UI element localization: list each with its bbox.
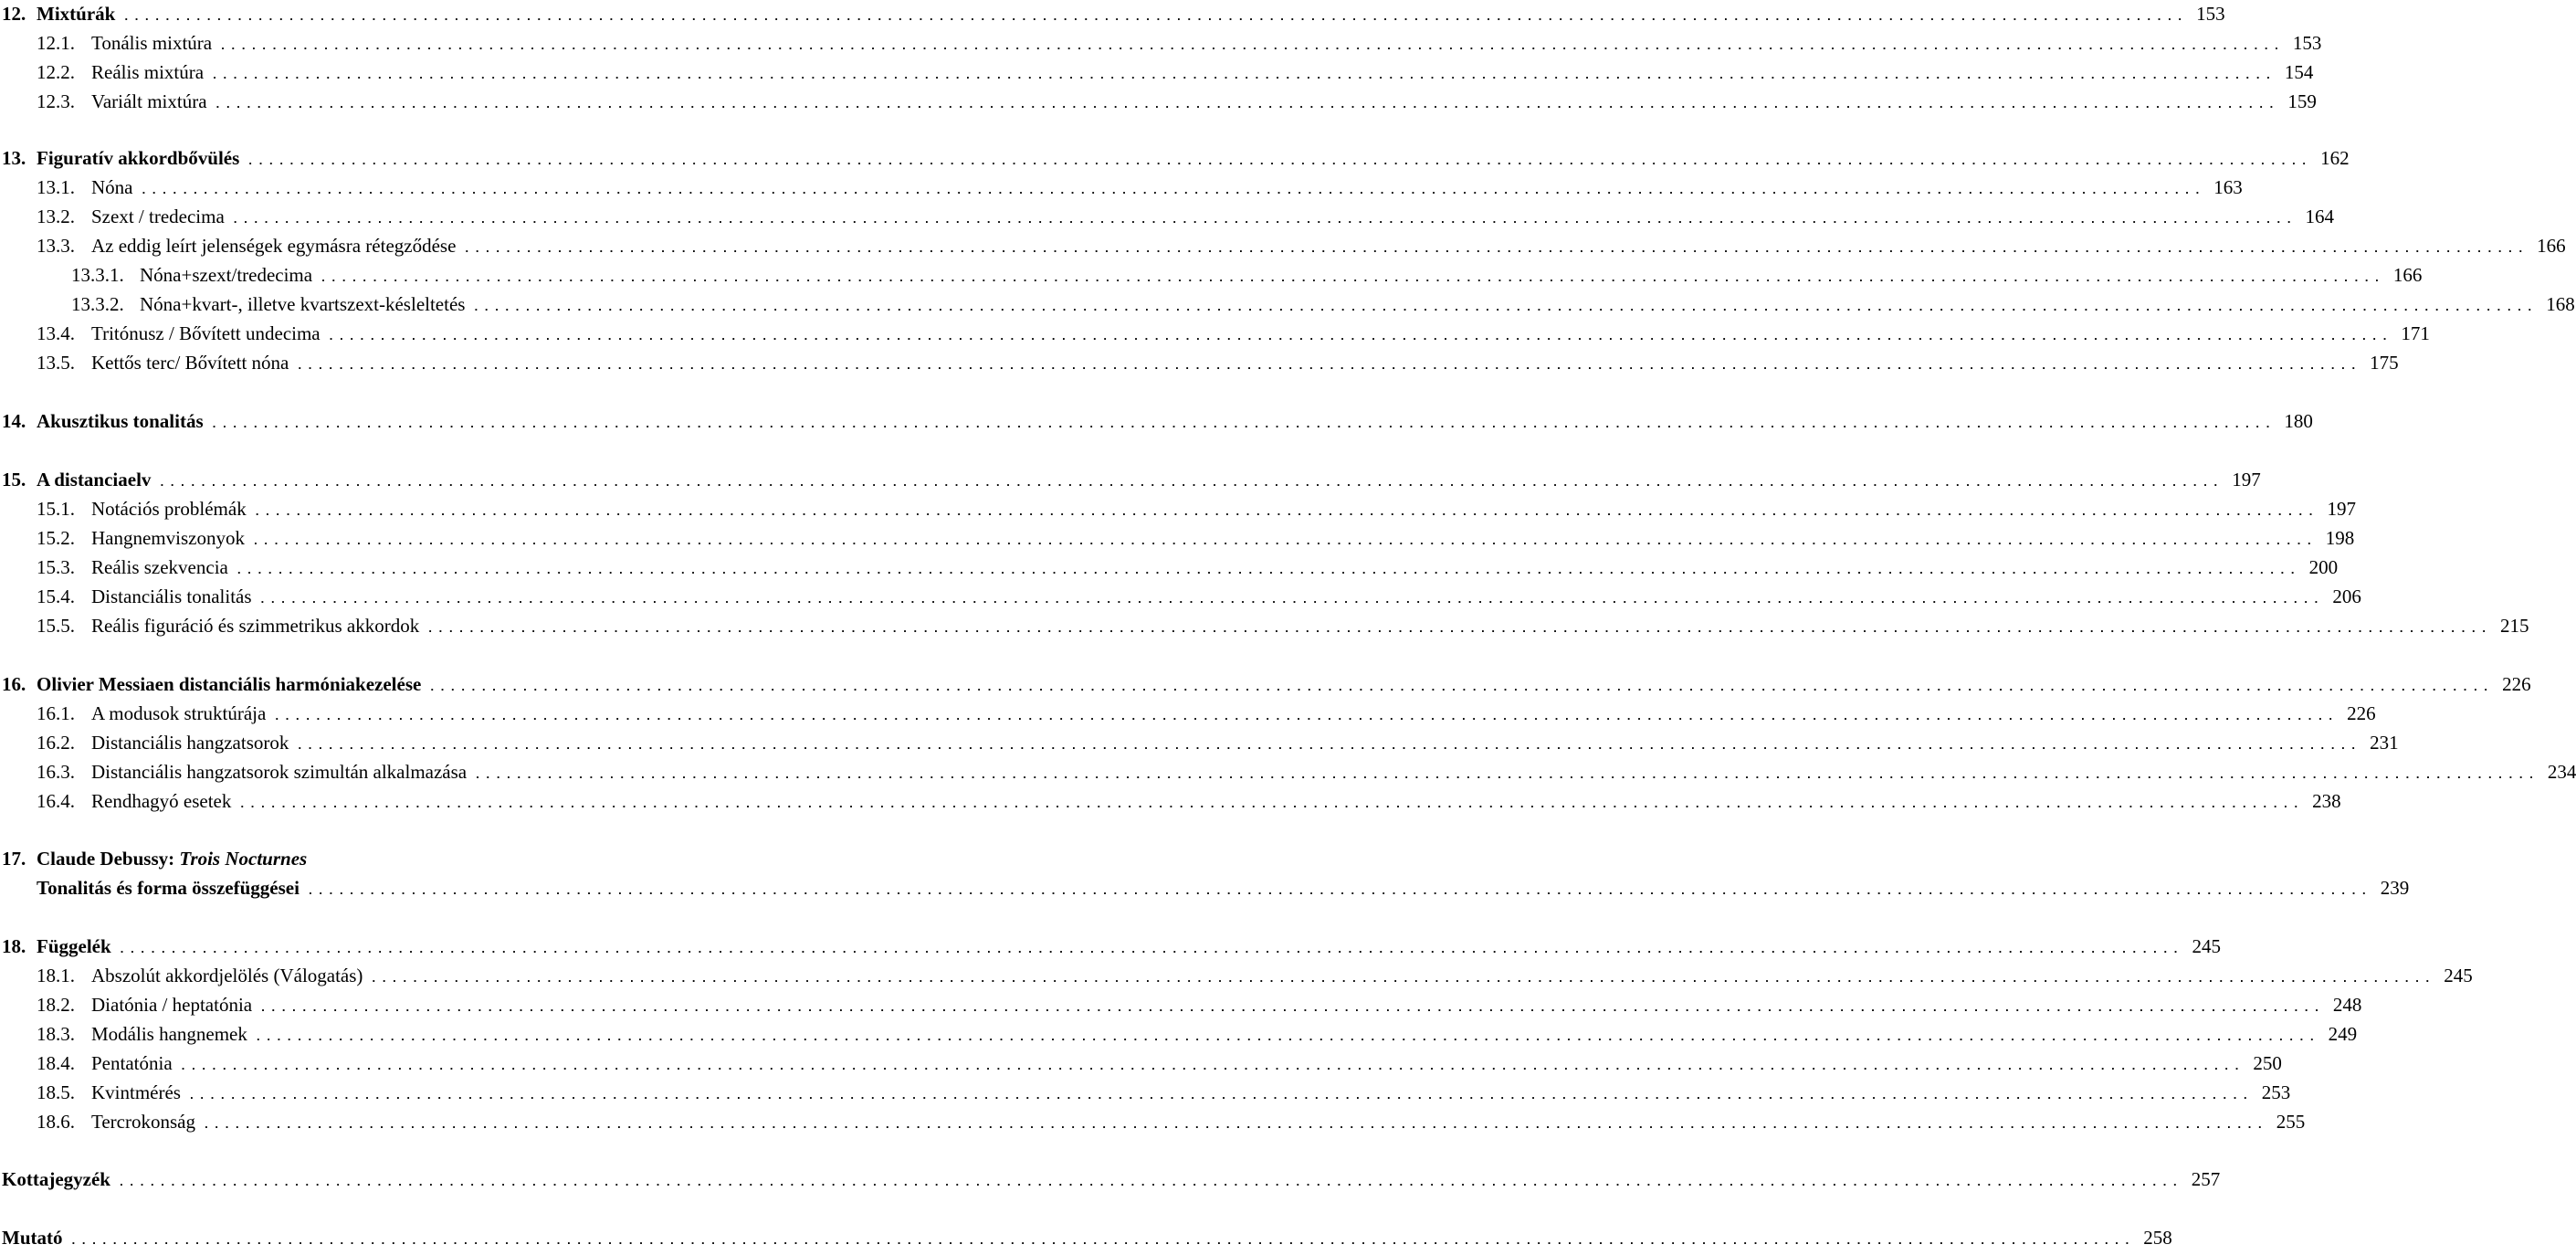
toc-entry-title: A distanciaelv — [37, 469, 152, 490]
toc-entry-page-number: 226 — [2502, 673, 2531, 695]
toc-entry-label — [37, 1049, 173, 1077]
toc-entry-title: Mixtúrák — [37, 3, 116, 25]
toc-entry[interactable] — [0, 1049, 2282, 1077]
toc-entry-title: Nóna — [91, 176, 133, 198]
toc-entry-title-italic: Trois Nocturnes — [179, 848, 308, 870]
toc-entry-number: 18.3. — [37, 1023, 75, 1045]
toc-entry-label — [37, 758, 467, 786]
toc-entry[interactable] — [0, 88, 2317, 115]
toc-entry[interactable] — [0, 1079, 2291, 1106]
toc-entry-label — [71, 290, 465, 318]
dot-leader: ........................................................................................................................................................................................................ — [426, 622, 2491, 636]
toc-entry-number: 12.2. — [37, 61, 75, 83]
dot-leader: ........................................................................................................................................................................................................ — [211, 69, 2276, 82]
toc-entry-label — [37, 524, 245, 552]
dot-leader: ........................................................................................................................................................................................................ — [320, 271, 2384, 285]
toc-entry-label — [2, 670, 421, 698]
toc-entry[interactable] — [0, 1108, 2306, 1135]
toc-entry[interactable] — [0, 495, 2356, 522]
toc-entry-page-number: 163 — [2213, 176, 2243, 198]
toc-entry-number: 13.3.1. — [71, 264, 124, 286]
toc-entry-title: Kettős terc/ Bővített nóna — [91, 352, 289, 374]
toc-entry-number: 18. — [2, 935, 26, 957]
toc-entry-label — [37, 962, 363, 989]
toc-entry-number: 16.3. — [37, 761, 75, 783]
toc-entry-label — [2, 933, 111, 960]
toc-entry-label — [37, 1108, 195, 1135]
toc-entry-number: 15.3. — [37, 556, 75, 578]
toc-entry[interactable] — [0, 58, 2314, 86]
toc-entry-title: Tritónusz / Bővített undecima — [91, 322, 321, 344]
dot-leader: ........................................................................................................................................................................................................ — [251, 534, 2317, 548]
dot-leader: ........................................................................................................................................................................................................ — [259, 1001, 2324, 1015]
toc-entry[interactable] — [0, 933, 2221, 960]
toc-entry[interactable] — [0, 232, 2566, 259]
toc-entry-page-number: 257 — [2191, 1168, 2221, 1190]
dot-leader: ........................................................................................................................................................................................................ — [231, 213, 2297, 227]
toc-entry[interactable] — [0, 1165, 2221, 1193]
toc-entry-title: A modusok struktúrája — [91, 702, 267, 724]
toc-entry-number: 15.5. — [37, 615, 75, 637]
toc-entry-label — [37, 787, 231, 815]
toc-entry-page-number: 253 — [2261, 1081, 2291, 1103]
dot-leader: ........................................................................................................................................................................................................ — [202, 1118, 2267, 1132]
dot-leader: ........................................................................................................................................................................................................ — [296, 359, 2360, 373]
toc-entry-page-number: 231 — [2370, 732, 2399, 754]
toc-entry-number: 13.3. — [37, 235, 75, 257]
toc-entry-page-number: 180 — [2284, 410, 2313, 432]
toc-entry-label — [37, 1079, 181, 1106]
toc-entry-number: 13.1. — [37, 176, 75, 198]
toc-entry[interactable] — [0, 349, 2399, 376]
dot-leader: ........................................................................................................................................................................................................ — [187, 1089, 2253, 1102]
toc-entry-label — [2, 1224, 63, 1251]
toc-entry-title: Reális figuráció és szimmetrikus akkordok — [91, 615, 420, 637]
toc-entry-number: 18.1. — [37, 965, 75, 986]
dot-leader: ........................................................................................................................................................................................................ — [210, 417, 2275, 431]
toc-entry-page-number: 154 — [2284, 61, 2314, 83]
dot-leader: ........................................................................................................................................................................................................ — [428, 680, 2493, 694]
dot-leader: ........................................................................................................................................................................................................ — [117, 1176, 2182, 1189]
toc-entry-number: 13.4. — [37, 322, 75, 344]
toc-entry-number: 13.3.2. — [71, 293, 124, 315]
toc-entry[interactable] — [0, 144, 2350, 172]
toc-entry-label — [2, 466, 151, 493]
toc-entry-title: Pentatónia — [91, 1052, 173, 1074]
toc-entry[interactable] — [0, 612, 2529, 639]
toc-entry-title: Hangnemviszonyok — [91, 527, 245, 549]
toc-entry[interactable] — [0, 466, 2261, 493]
toc-entry-number: 12. — [2, 3, 26, 25]
toc-entry-number: 13. — [2, 147, 26, 169]
toc-entry-title: Reális mixtúra — [91, 61, 205, 83]
dot-leader: ........................................................................................................................................................................................................ — [463, 242, 2528, 256]
toc-entry-page-number: 164 — [2305, 206, 2335, 227]
toc-entry-title: Tonális mixtúra — [91, 32, 213, 54]
toc-entry-page-number: 166 — [2537, 235, 2566, 257]
toc-entry-title: Figuratív akkordbővülés — [37, 147, 240, 169]
toc-entry-label — [37, 203, 225, 230]
toc-entry-title: Nóna+kvart-, illetve kvartszext-késleltetés — [140, 293, 466, 315]
toc-entry-title: Distanciális tonalitás — [91, 585, 252, 607]
dot-leader: ........................................................................................................................................................................................................ — [296, 739, 2360, 753]
toc-entry-number: 16.4. — [37, 790, 75, 812]
toc-entry[interactable] — [0, 991, 2362, 1018]
toc-entry-page-number: 198 — [2325, 527, 2355, 549]
toc-entry-page-number: 197 — [2327, 498, 2356, 520]
toc-entry-title: Mutató — [2, 1227, 63, 1249]
toc-entry-page-number: 159 — [2287, 90, 2317, 112]
toc-entry-label — [37, 320, 321, 347]
toc-entry-title: Variált mixtúra — [91, 90, 207, 112]
toc-entry-number: 18.6. — [37, 1111, 75, 1133]
toc-entry-label — [2, 0, 115, 27]
toc-entry-number: 12.3. — [37, 90, 75, 112]
toc-entry-number: 17. — [2, 848, 26, 870]
toc-entry-label — [37, 612, 419, 639]
toc-entry[interactable] — [0, 845, 875, 872]
toc-entry[interactable] — [0, 874, 2410, 902]
toc-entry-title: Kottajegyzék — [2, 1168, 110, 1190]
toc-entry-label — [2, 407, 204, 435]
toc-entry-number: 15.1. — [37, 498, 75, 520]
dot-leader: ........................................................................................................................................................................................................ — [214, 98, 2278, 111]
dot-leader: ........................................................................................................................................................................................................ — [235, 564, 2300, 577]
dot-leader: ........................................................................................................................................................................................................ — [472, 301, 2537, 314]
dot-leader: ........................................................................................................................................................................................................ — [306, 884, 2371, 898]
dot-leader: ........................................................................................................................................................................................................ — [122, 10, 2187, 24]
toc-entry-page-number: 215 — [2500, 615, 2529, 637]
toc-entry-number: 12.1. — [37, 32, 75, 54]
toc-entry[interactable] — [0, 729, 2399, 756]
toc-entry-page-number: 234 — [2547, 761, 2576, 783]
toc-entry-label — [2, 845, 307, 872]
toc-entry-page-number: 153 — [2196, 3, 2225, 25]
toc-entry-title: Reális szekvencia — [91, 556, 228, 578]
toc-entry[interactable] — [0, 261, 2423, 289]
dot-leader: ........................................................................................................................................................................................................ — [118, 943, 2182, 956]
dot-leader: ........................................................................................................................................................................................................ — [158, 476, 2223, 490]
toc-entry[interactable] — [0, 524, 2355, 552]
toc-entry-number: 16.1. — [37, 702, 75, 724]
toc-entry[interactable] — [0, 290, 2575, 318]
dot-leader: ........................................................................................................................................................................................................ — [219, 39, 2284, 53]
toc-entry[interactable] — [0, 1020, 2358, 1048]
toc-entry[interactable] — [0, 407, 2313, 435]
toc-entry-number: 15. — [2, 469, 26, 490]
toc-entry-page-number: 197 — [2232, 469, 2261, 490]
toc-entry-label — [37, 88, 207, 115]
dot-leader: ........................................................................................................................................................................................................ — [69, 1234, 2134, 1248]
toc-entry-title: Nóna+szext/tredecima — [140, 264, 313, 286]
toc-entry-label — [37, 729, 289, 756]
toc-entry-number: 16. — [2, 673, 26, 695]
toc-entry-label — [2, 144, 239, 172]
toc-entry-label — [71, 261, 312, 289]
toc-entry[interactable] — [0, 174, 2243, 201]
toc-entry-page-number: 162 — [2320, 147, 2350, 169]
toc-entry[interactable] — [0, 1224, 2172, 1251]
toc-entry-page-number: 239 — [2380, 877, 2410, 899]
toc-entry-page-number: 245 — [2444, 965, 2473, 986]
toc-entry-page-number: 200 — [2308, 556, 2339, 578]
toc-entry-title: Modális hangnemek — [91, 1023, 247, 1045]
toc-entry-page-number: 166 — [2392, 264, 2423, 286]
toc-entry[interactable] — [0, 0, 2225, 27]
toc-entry[interactable] — [0, 29, 2322, 57]
toc-entry-title: Függelék — [37, 935, 111, 957]
toc-entry-title: Tonalitás és forma összefüggései — [37, 877, 300, 899]
toc-entry-page-number: 168 — [2546, 293, 2575, 315]
toc-entry-page-number: 175 — [2370, 352, 2399, 374]
toc-entry-title: Notációs problémák — [91, 498, 247, 520]
toc-entry-page-number: 245 — [2192, 935, 2221, 957]
dot-leader: ........................................................................................................................................................................................................ — [238, 797, 2303, 811]
toc-entry-page-number: 255 — [2276, 1111, 2306, 1133]
dot-leader: ........................................................................................................................................................................................................ — [327, 330, 2392, 343]
toc-entry-label — [37, 700, 266, 727]
toc-entry-label — [37, 554, 228, 581]
toc-entry-label — [37, 58, 204, 86]
toc-entry[interactable] — [0, 583, 2361, 610]
toc-entry-label — [37, 583, 252, 610]
toc-entry-label — [37, 1020, 247, 1048]
toc-entry[interactable] — [0, 320, 2430, 347]
dot-leader: ........................................................................................................................................................................................................ — [370, 972, 2434, 986]
toc-entry-title: Kvintmérés — [91, 1081, 181, 1103]
toc-entry-title: Distanciális hangzatsorok szimultán alkalmazása — [91, 761, 468, 783]
toc-entry[interactable] — [0, 554, 2339, 581]
toc-entry-number: 18.2. — [37, 994, 75, 1016]
dot-leader: ........................................................................................................................................................................................................ — [140, 184, 2204, 197]
toc-entry-label — [37, 232, 456, 259]
toc-entry-label — [37, 874, 300, 902]
toc-entry-page-number: 249 — [2328, 1023, 2358, 1045]
toc-entry-label — [2, 1165, 110, 1193]
toc-entry-title: Akusztikus tonalitás — [37, 410, 204, 432]
toc-entry-page-number: 248 — [2332, 994, 2362, 1016]
toc-entry-title: Tercrokonság — [91, 1111, 195, 1133]
toc-entry-title: Szext / tredecima — [91, 206, 225, 227]
toc-entry-title: Rendhagyó esetek — [91, 790, 232, 812]
toc-entry[interactable] — [0, 962, 2473, 989]
dot-leader: ........................................................................................................................................................................................................ — [254, 1030, 2319, 1044]
toc-entry-title: Claude Debussy: — [37, 848, 180, 870]
toc-entry-number: 16.2. — [37, 732, 75, 754]
toc-entry-number: 13.2. — [37, 206, 75, 227]
dot-leader: ........................................................................................................................................................................................................ — [179, 1060, 2244, 1073]
toc-entry-number: 14. — [2, 410, 26, 432]
toc-entry-label — [37, 29, 212, 57]
toc-entry-number: 15.4. — [37, 585, 75, 607]
dot-leader: ........................................................................................................................................................................................................ — [253, 505, 2318, 519]
toc-entry-label — [37, 495, 247, 522]
toc-entry[interactable] — [0, 203, 2335, 230]
dot-leader: ........................................................................................................................................................................................................ — [474, 768, 2539, 782]
toc-entry-page-number: 226 — [2347, 702, 2376, 724]
dot-leader: ........................................................................................................................................................................................................ — [273, 710, 2338, 723]
toc-entry-label — [37, 174, 133, 201]
toc-entry-number: 18.4. — [37, 1052, 75, 1074]
toc-entry[interactable] — [0, 700, 2376, 727]
toc-entry-page-number: 171 — [2401, 322, 2430, 344]
toc-entry-page-number: 238 — [2312, 790, 2341, 812]
toc-entry-title: Distanciális hangzatsorok — [91, 732, 289, 754]
toc-entry-page-number: 206 — [2332, 585, 2361, 607]
toc-entry-title: Olivier Messiaen distanciális harmóniakezelése — [37, 673, 422, 695]
toc-entry-title: Abszolút akkordjelölés (Válogatás) — [91, 965, 363, 986]
toc-entry-label — [37, 991, 252, 1018]
toc-entry-label — [37, 349, 289, 376]
dot-leader: ........................................................................................................................................................................................................ — [247, 154, 2311, 168]
dot-leader: ........................................................................................................................................................................................................ — [258, 593, 2323, 606]
toc-entry-number: 15.2. — [37, 527, 75, 549]
toc-entry-page-number: 153 — [2292, 32, 2322, 54]
toc-entry-number: 18.5. — [37, 1081, 75, 1103]
toc-entry-title: Diatónia / heptatónia — [91, 994, 253, 1016]
toc-entry-title: Az eddig leírt jelenségek egymásra rétegződése — [91, 235, 457, 257]
toc-entry-number: 13.5. — [37, 352, 75, 374]
toc-entry[interactable] — [0, 758, 2576, 786]
toc-entry-page-number: 250 — [2253, 1052, 2282, 1074]
toc-entry[interactable] — [0, 670, 2531, 698]
toc-entry-page-number: 258 — [2143, 1227, 2172, 1249]
toc-entry[interactable] — [0, 787, 2341, 815]
